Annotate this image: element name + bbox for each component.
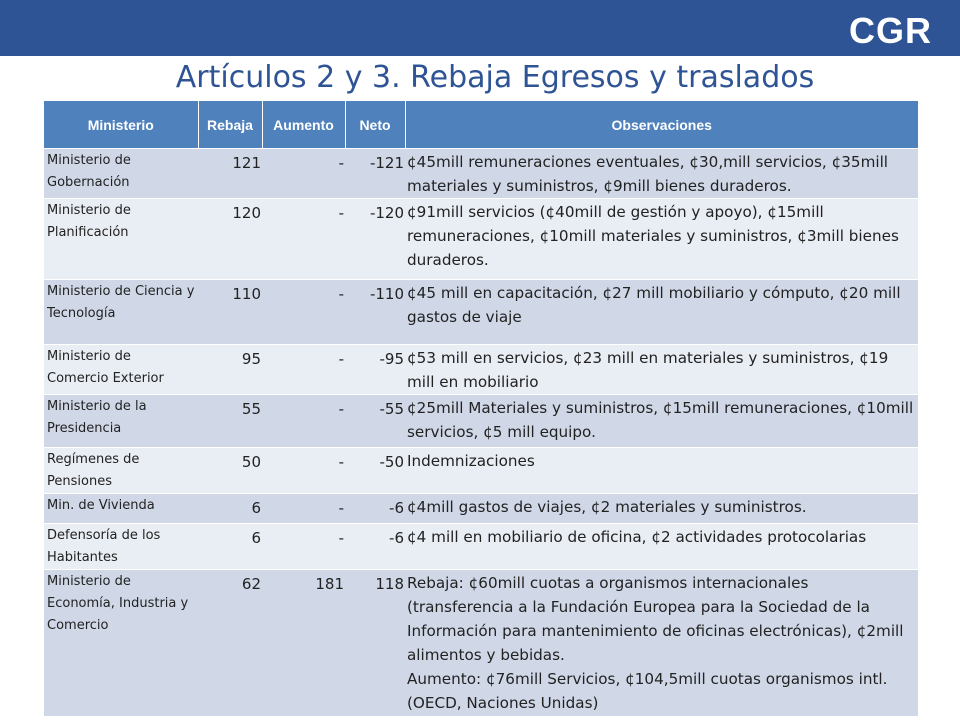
- table-row: [44, 448, 918, 494]
- table-row: [44, 524, 918, 570]
- cell-rebaja: 55: [198, 395, 262, 448]
- cell-rebaja: 6: [198, 524, 262, 570]
- cell-observaciones: ¢91mill servicios (¢40mill de gestión y apoyo), ¢15mill remuneraciones, ¢10mill materiales y suministros, ¢3mill bienes duraderos.: [405, 199, 918, 280]
- cell-rebaja: 95: [198, 345, 262, 395]
- cell-aumento: -: [262, 345, 345, 395]
- cell-ministerio: Ministerio de Ciencia y Tecnología: [44, 280, 198, 345]
- cell-ministerio: Ministerio de Economía, Industria y Comercio: [44, 570, 198, 716]
- cgr-logo: CGR: [849, 10, 932, 51]
- cell-rebaja: 62: [198, 570, 262, 716]
- cell-observaciones: Indemnizaciones: [405, 448, 918, 494]
- header-rebaja: Rebaja: [198, 101, 262, 149]
- cell-rebaja: 110: [198, 280, 262, 345]
- cell-observaciones: ¢45 mill en capacitación, ¢27 mill mobiliario y cómputo, ¢20 mill gastos de viaje: [405, 280, 918, 345]
- cell-ministerio: Defensoría de los Habitantes: [44, 524, 198, 570]
- table-row: [44, 570, 918, 716]
- cell-observaciones: [405, 570, 918, 716]
- cell-ministerio: Ministerio de Comercio Exterior: [44, 345, 198, 395]
- cell-neto: -120: [345, 199, 405, 280]
- cell-rebaja: 121: [198, 149, 262, 199]
- cell-ministerio: Ministerio de Gobernación: [44, 149, 198, 199]
- cell-neto: -55: [345, 395, 405, 448]
- cell-observaciones: ¢4mill gastos de viajes, ¢2 materiales y suministros.: [405, 494, 918, 524]
- header-observaciones: Observaciones: [405, 101, 918, 149]
- cell-aumento: -: [262, 199, 345, 280]
- cell-aumento: -: [262, 524, 345, 570]
- cell-neto: 118: [345, 570, 405, 716]
- cell-aumento: -: [262, 149, 345, 199]
- cell-observaciones: ¢53 mill en servicios, ¢23 mill en materiales y suministros, ¢19 mill en mobiliario: [405, 345, 918, 395]
- cell-aumento: -: [262, 448, 345, 494]
- table-row: [44, 395, 918, 448]
- header-bar: [0, 0, 960, 56]
- table-row: [44, 199, 918, 280]
- cell-neto: -110: [345, 280, 405, 345]
- cell-observaciones: ¢4 mill en mobiliario de oficina, ¢2 actividades protocolarias: [405, 524, 918, 570]
- cell-neto: -6: [345, 524, 405, 570]
- cell-ministerio: Regímenes de Pensiones: [44, 448, 198, 494]
- cell-neto: -121: [345, 149, 405, 199]
- cell-ministerio: Ministerio de Planificación: [44, 199, 198, 280]
- cell-rebaja: 120: [198, 199, 262, 280]
- cell-aumento: -: [262, 280, 345, 345]
- cell-rebaja: 6: [198, 494, 262, 524]
- table-row: [44, 345, 918, 395]
- observaciones-aumento: Aumento: ¢76mill Servicios, ¢104,5mill cuotas organismos intl. (OECD, Naciones Unidas): [407, 670, 888, 712]
- cell-aumento: -: [262, 395, 345, 448]
- cell-observaciones: ¢25mill Materiales y suministros, ¢15mill remuneraciones, ¢10mill servicios, ¢5 mill equipo.: [405, 395, 918, 448]
- header-aumento: Aumento: [262, 101, 345, 149]
- cell-aumento: -: [262, 494, 345, 524]
- cell-neto: -95: [345, 345, 405, 395]
- header-neto: Neto: [345, 101, 405, 149]
- table-row: [44, 280, 918, 345]
- table-row: [44, 494, 918, 524]
- cell-neto: -6: [345, 494, 405, 524]
- cell-observaciones: ¢45mill remuneraciones eventuales, ¢30,mill servicios, ¢35mill materiales y suministros, ¢9mill bienes duraderos.: [405, 149, 918, 199]
- page-title: Artículos 2 y 3. Rebaja Egresos y traslados: [175, 60, 815, 95]
- header-ministerio: Ministerio: [44, 101, 198, 149]
- cell-ministerio: Min. de Vivienda: [44, 494, 198, 524]
- cell-aumento: 181: [262, 570, 345, 716]
- budget-table: [44, 101, 918, 716]
- cell-rebaja: 50: [198, 448, 262, 494]
- table-row: [44, 149, 918, 199]
- cell-ministerio: Ministerio de la Presidencia: [44, 395, 198, 448]
- table-header-row: [44, 101, 918, 149]
- cell-neto: -50: [345, 448, 405, 494]
- observaciones-rebaja: Rebaja: ¢60mill cuotas a organismos internacionales (transferencia a la Fundación Europea para la Sociedad de la Información para mantenimiento de oficinas electrónicas), ¢2mill alimentos y bebidas.: [407, 574, 904, 664]
